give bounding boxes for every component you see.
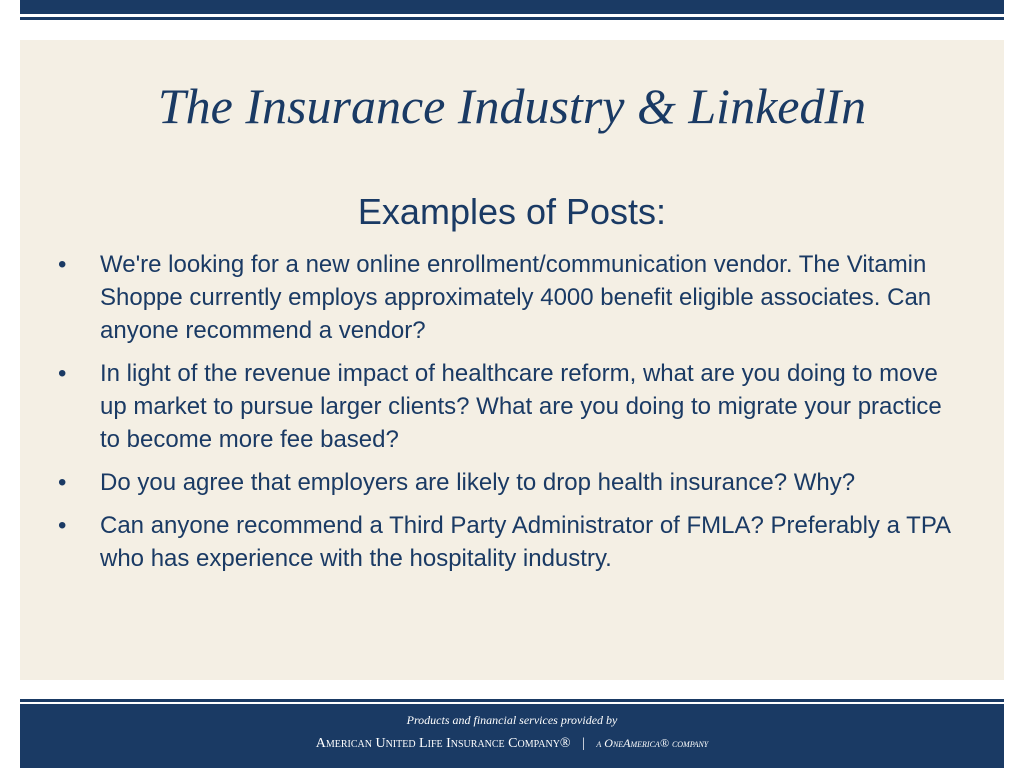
bullet-item	[56, 357, 956, 456]
bullet-dot: •	[58, 512, 67, 539]
bottom-divider-line	[20, 699, 1004, 702]
footer-separator: |	[582, 736, 585, 751]
bullet-list	[56, 248, 956, 585]
footer-parent-company: a OneAmerica® company	[596, 736, 709, 750]
bullet-dot: •	[58, 251, 67, 278]
slide-title: The Insurance Industry & LinkedIn	[157, 78, 867, 134]
bullet-dot: •	[58, 469, 67, 496]
bullet-item	[56, 466, 956, 499]
top-banner-bar	[20, 0, 1004, 14]
slide-subtitle: Examples of Posts:	[357, 191, 667, 232]
bullet-item	[56, 248, 956, 347]
bullet-text: Can anyone recommend a Third Party Administrator of FMLA? Preferably a TPA who has experience with the hospitality industry.	[100, 512, 950, 572]
top-divider-line	[20, 17, 1004, 20]
footer-company-name: American United Life Insurance Company®	[315, 736, 571, 751]
footer-provider-text: Products and financial services provided by	[406, 713, 618, 727]
bullet-item	[56, 509, 956, 575]
footer-bar	[20, 704, 1004, 768]
bullet-text: We're looking for a new online enrollment/communication vendor. The Vitamin Shoppe currently employs approximately 4000 benefit eligible associates. Can anyone recommend a vendor?	[100, 251, 932, 344]
footer-company-line	[20, 734, 1004, 753]
bullet-text: Do you agree that employers are likely to drop health insurance? Why?	[100, 469, 856, 496]
bullet-text: In light of the revenue impact of healthcare reform, what are you doing to move up market to pursue larger clients? What are you doing to migrate your practice to become more fee based?	[100, 360, 942, 453]
bullet-dot: •	[58, 360, 67, 387]
